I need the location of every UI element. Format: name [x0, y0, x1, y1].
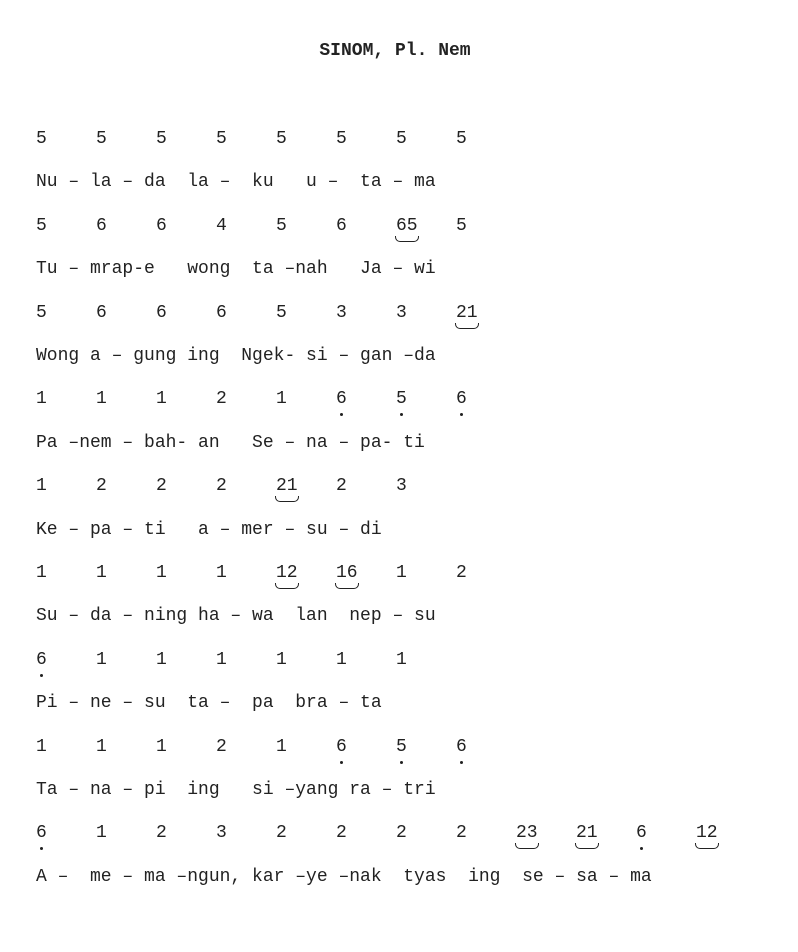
- note-number: 6: [636, 823, 647, 843]
- note-number: 21: [576, 823, 598, 843]
- note-number: 1: [336, 650, 347, 670]
- note-number: 5: [396, 389, 407, 409]
- note-number: 23: [516, 823, 538, 843]
- note-number: 1: [96, 389, 107, 409]
- note-number: 1: [276, 737, 287, 757]
- lyric-text: Tu – mrap-e wong ta –nah Ja – wi: [36, 259, 436, 279]
- note-number: 6: [336, 216, 347, 236]
- note-number: 2: [456, 563, 467, 583]
- note-number: 6: [156, 216, 167, 236]
- note-number: 1: [96, 737, 107, 757]
- notation-row: [0, 128, 798, 152]
- note-number: 4: [216, 216, 227, 236]
- note-number: 1: [156, 389, 167, 409]
- note-number: 5: [396, 129, 407, 149]
- note-number: 6: [156, 303, 167, 323]
- note-number: 6: [96, 303, 107, 323]
- lyric-row: [0, 171, 798, 195]
- note-number: 5: [36, 216, 47, 236]
- note-number: 5: [456, 216, 467, 236]
- lyric-row: [0, 432, 798, 456]
- note-number: 3: [216, 823, 227, 843]
- note-number: 21: [276, 476, 298, 496]
- page-title: SINOM, Pl. Nem: [319, 41, 471, 61]
- note-number: 2: [456, 823, 467, 843]
- note-number: 2: [336, 823, 347, 843]
- lyric-text: Wong a – gung ing Ngek- si – gan –da: [36, 346, 436, 366]
- note-number: 1: [96, 650, 107, 670]
- note-number: 2: [156, 823, 167, 843]
- note-number: 1: [96, 563, 107, 583]
- note-number: 6: [96, 216, 107, 236]
- lyric-row: [0, 258, 798, 282]
- lyric-row: [0, 779, 798, 803]
- note-number: 2: [216, 476, 227, 496]
- note-number: 21: [456, 303, 478, 323]
- note-number: 1: [96, 823, 107, 843]
- note-number: 1: [216, 563, 227, 583]
- note-number: 1: [36, 737, 47, 757]
- notation-row: [0, 822, 798, 846]
- note-number: 5: [36, 129, 47, 149]
- lyric-row: [0, 519, 798, 543]
- note-number: 1: [276, 650, 287, 670]
- lyric-row: [0, 866, 798, 890]
- note-number: 16: [336, 563, 358, 583]
- note-number: 6: [216, 303, 227, 323]
- notation-row: [0, 302, 798, 326]
- note-number: 1: [396, 563, 407, 583]
- note-number: 5: [216, 129, 227, 149]
- note-number: 2: [216, 389, 227, 409]
- lyric-row: [0, 605, 798, 629]
- note-number: 3: [336, 303, 347, 323]
- note-number: 6: [456, 389, 467, 409]
- note-number: 5: [276, 129, 287, 149]
- notation-row: [0, 388, 798, 412]
- note-number: 2: [396, 823, 407, 843]
- notation-row: [0, 215, 798, 239]
- note-number: 1: [36, 389, 47, 409]
- note-number: 6: [36, 650, 47, 670]
- lyric-text: Ta – na – pi ing si –yang ra – tri: [36, 780, 436, 800]
- note-number: 1: [36, 563, 47, 583]
- lyric-text: Su – da – ning ha – wa lan nep – su: [36, 606, 436, 626]
- note-number: 5: [156, 129, 167, 149]
- note-number: 2: [276, 823, 287, 843]
- note-number: 1: [156, 737, 167, 757]
- note-number: 6: [36, 823, 47, 843]
- note-number: 5: [36, 303, 47, 323]
- note-number: 1: [396, 650, 407, 670]
- note-number: 1: [36, 476, 47, 496]
- notation-row: [0, 736, 798, 760]
- note-number: 1: [156, 650, 167, 670]
- note-number: 5: [456, 129, 467, 149]
- note-number: 3: [396, 476, 407, 496]
- notation-row: [0, 562, 798, 586]
- lyric-row: [0, 345, 798, 369]
- lyric-text: Pi – ne – su ta – pa bra – ta: [36, 693, 382, 713]
- note-number: 3: [396, 303, 407, 323]
- note-number: 1: [156, 563, 167, 583]
- note-number: 6: [336, 389, 347, 409]
- note-number: 6: [456, 737, 467, 757]
- lyric-text: Pa –nem – bah- an Se – na – pa- ti: [36, 433, 425, 453]
- note-number: 12: [696, 823, 718, 843]
- note-number: 6: [336, 737, 347, 757]
- note-number: 1: [276, 389, 287, 409]
- lyric-row: [0, 692, 798, 716]
- note-number: 5: [336, 129, 347, 149]
- note-number: 2: [336, 476, 347, 496]
- note-number: 5: [396, 737, 407, 757]
- note-number: 5: [276, 216, 287, 236]
- note-number: 2: [216, 737, 227, 757]
- lyric-text: Nu – la – da la – ku u – ta – ma: [36, 172, 436, 192]
- note-number: 65: [396, 216, 418, 236]
- lyric-text: A – me – ma –ngun, kar –ye –nak tyas ing se – sa – ma: [36, 867, 652, 887]
- note-number: 2: [96, 476, 107, 496]
- note-number: 2: [156, 476, 167, 496]
- note-number: 12: [276, 563, 298, 583]
- notation-row: [0, 475, 798, 499]
- notation-row: [0, 649, 798, 673]
- note-number: 5: [276, 303, 287, 323]
- lyric-text: Ke – pa – ti a – mer – su – di: [36, 520, 382, 540]
- note-number: 1: [216, 650, 227, 670]
- note-number: 5: [96, 129, 107, 149]
